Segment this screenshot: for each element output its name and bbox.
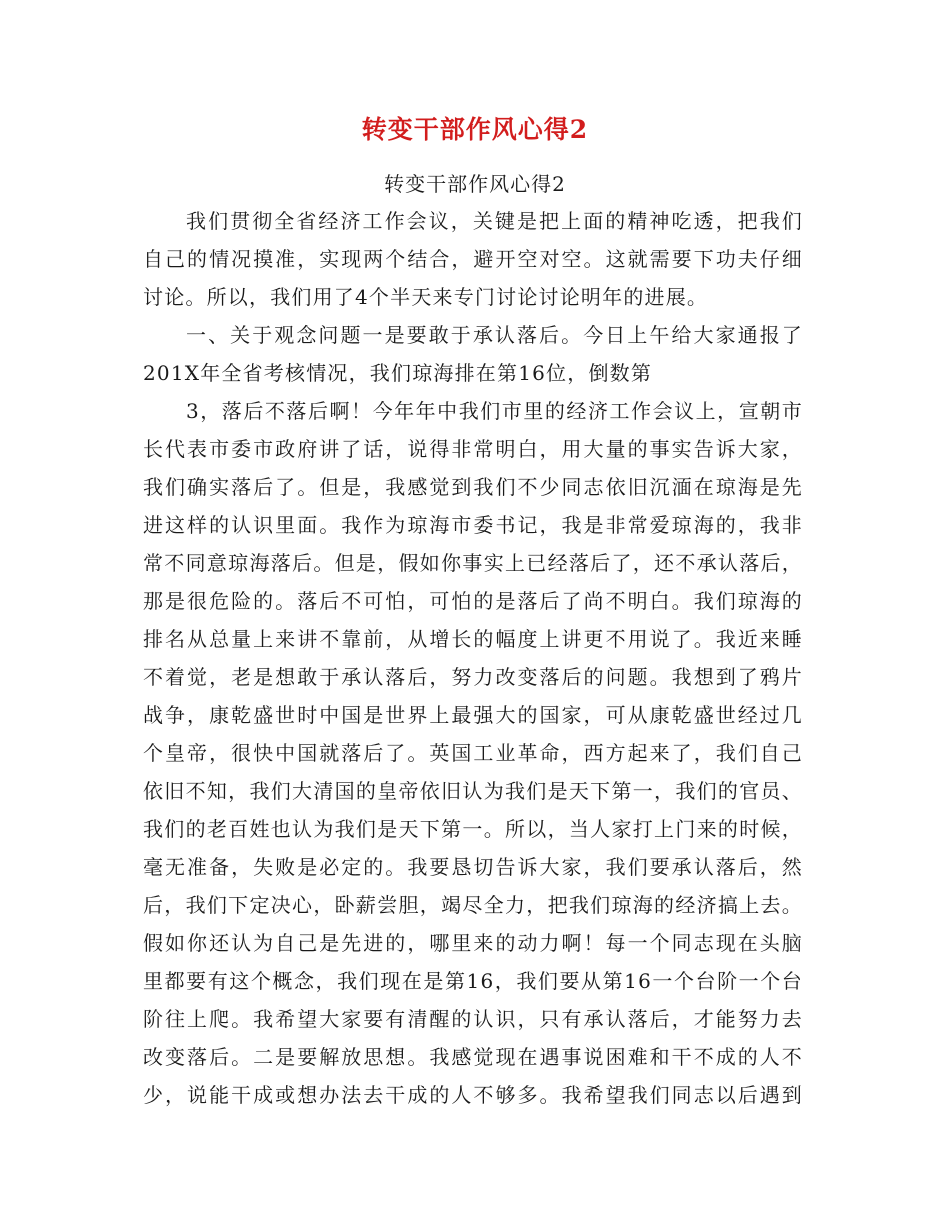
- text-line: 那是很危险的。落后不可怕，可怕的是落后了尚不明白。我们琼海的: [143, 589, 803, 613]
- text-line: 我们的老百姓也认为我们是天下第一。所以，当人家打上门来的时候，: [143, 817, 803, 841]
- text-line: 一、关于观念问题一是要敢于承认落后。今日上午给大家通报了: [186, 323, 803, 347]
- text-line: 个皇帝，很快中国就落后了。英国工业革命，西方起来了，我们自己: [143, 741, 803, 765]
- text-line: 假如你还认为自己是先进的，哪里来的动力啊！每一个同志现在头脑: [143, 931, 803, 955]
- text-line: 我们贯彻全省经济工作会议，关键是把上面的精神吃透，把我们: [186, 209, 803, 233]
- text-line: 依旧不知，我们大清国的皇帝依旧认为我们是天下第一，我们的官员、: [143, 779, 803, 803]
- text-line: 战争，康乾盛世时中国是世界上最强大的国家，可从康乾盛世经过几: [143, 703, 803, 727]
- text-line: 常不同意琼海落后。但是，假如你事实上已经落后了，还不承认落后，: [143, 551, 803, 575]
- text-line: 毫无准备，失败是必定的。我要恳切告诉大家，我们要承认落后，然: [143, 855, 803, 879]
- text-line: 我们确实落后了。但是，我感觉到我们不少同志依旧沉湎在琼海是先: [143, 475, 803, 499]
- text-line: 自己的情况摸准，实现两个结合，避开空对空。这就需要下功夫仔细: [143, 247, 803, 271]
- text-line: 后，我们下定决心，卧薪尝胆，竭尽全力，把我们琼海的经济搞上去。: [143, 893, 803, 917]
- text-line: 少，说能干成或想办法去干成的人不够多。我希望我们同志以后遇到: [143, 1083, 803, 1107]
- text-line: 长代表市委市政府讲了话，说得非常明白，用大量的事实告诉大家，: [143, 437, 803, 461]
- text-line: 进这样的认识里面。我作为琼海市委书记，我是非常爱琼海的，我非: [143, 513, 803, 537]
- text-line: 讨论。所以，我们用了4个半天来专门讨论讨论明年的进展。: [143, 285, 709, 309]
- text-line: 201X年全省考核情况，我们琼海排在第16位，倒数第: [143, 361, 653, 385]
- text-line: 改变落后。二是要解放思想。我感觉现在遇事说困难和干不成的人不: [143, 1045, 803, 1069]
- text-line: 里都要有这个概念，我们现在是第16，我们要从第16一个台阶一个台: [143, 969, 803, 993]
- text-line: 不着觉，老是想敢于承认落后，努力改变落后的问题。我想到了鸦片: [143, 665, 803, 689]
- document-title: 转变干部作风心得2: [361, 115, 589, 144]
- text-line: 阶往上爬。我希望大家要有清醒的认识，只有承认落后，才能努力去: [143, 1007, 803, 1031]
- text-line: 排名从总量上来讲不靠前，从增长的幅度上讲更不用说了。我近来睡: [143, 627, 803, 651]
- text-line: 3，落后不落后啊！今年年中我们市里的经济工作会议上，宣朝市: [186, 399, 803, 423]
- document-subtitle: 转变干部作风心得2: [384, 172, 566, 196]
